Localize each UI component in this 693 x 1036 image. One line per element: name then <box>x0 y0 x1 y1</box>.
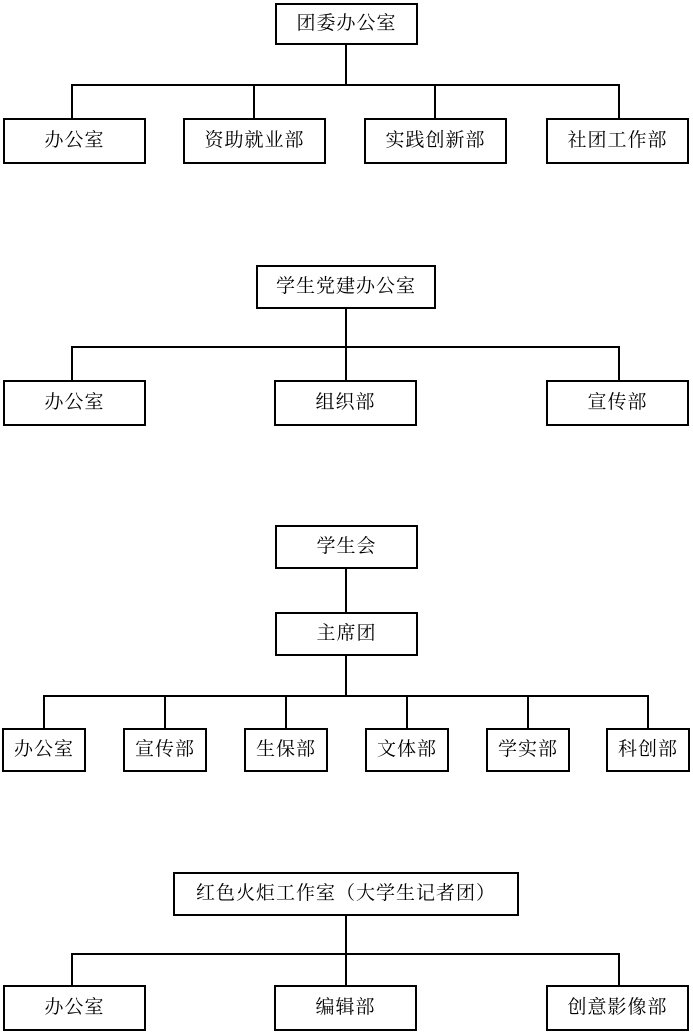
connector-g1-drop-0 <box>71 84 73 118</box>
node-student-union-mid[interactable]: 主席团 <box>275 612 418 656</box>
connector-g4-drop-2 <box>618 953 620 985</box>
connector-g3-drop-1 <box>164 695 166 728</box>
node-g3-child-0[interactable]: 办公室 <box>2 728 86 772</box>
node-party-building-root[interactable]: 学生党建办公室 <box>256 265 436 309</box>
connector-g1-drop-2 <box>434 84 436 118</box>
connector-g2-drop-0 <box>71 346 73 380</box>
node-g3-child-4[interactable]: 学实部 <box>486 728 570 772</box>
node-g1-child-1[interactable]: 资助就业部 <box>183 118 326 164</box>
node-g3-child-5[interactable]: 科创部 <box>606 728 690 772</box>
node-g2-child-2[interactable]: 宣传部 <box>546 380 689 426</box>
node-g4-child-0[interactable]: 办公室 <box>3 985 146 1031</box>
connector-g3-root-to-mid <box>345 569 347 612</box>
node-g1-child-0[interactable]: 办公室 <box>3 118 146 164</box>
connector-g3-drop-5 <box>647 695 649 728</box>
node-g3-child-3[interactable]: 文体部 <box>365 728 449 772</box>
connector-g4-drop-1 <box>345 953 347 985</box>
connector-g1-drop-3 <box>618 84 620 118</box>
node-student-union-root[interactable]: 学生会 <box>275 525 418 569</box>
connector-g2-drop-2 <box>618 346 620 380</box>
connector-g3-drop-4 <box>527 695 529 728</box>
connector-g4-drop-0 <box>71 953 73 985</box>
node-g2-child-1[interactable]: 组织部 <box>274 380 417 426</box>
node-g1-child-2[interactable]: 实践创新部 <box>364 118 507 164</box>
connector-g3-drop-0 <box>43 695 45 728</box>
connector-g1-root-stem <box>345 45 347 85</box>
connector-g3-mid-stem <box>345 656 347 696</box>
node-red-torch-root[interactable]: 红色火炬工作室（大学生记者团） <box>173 872 519 916</box>
node-g1-child-3[interactable]: 社团工作部 <box>546 118 689 164</box>
node-g3-child-2[interactable]: 生保部 <box>244 728 328 772</box>
node-g2-child-0[interactable]: 办公室 <box>3 380 146 426</box>
node-youth-league-root[interactable]: 团委办公室 <box>275 3 418 45</box>
connector-g2-drop-1 <box>345 346 347 380</box>
node-g4-child-2[interactable]: 创意影像部 <box>546 985 689 1031</box>
connector-g2-root-stem <box>345 309 347 347</box>
connector-g3-drop-3 <box>406 695 408 728</box>
connector-g1-drop-1 <box>253 84 255 118</box>
connector-g3-bus <box>43 695 648 697</box>
connector-g1-bus <box>71 84 620 86</box>
connector-g3-drop-2 <box>285 695 287 728</box>
node-g4-child-1[interactable]: 编辑部 <box>274 985 417 1031</box>
node-g3-child-1[interactable]: 宣传部 <box>123 728 207 772</box>
connector-g4-root-stem <box>345 916 347 954</box>
